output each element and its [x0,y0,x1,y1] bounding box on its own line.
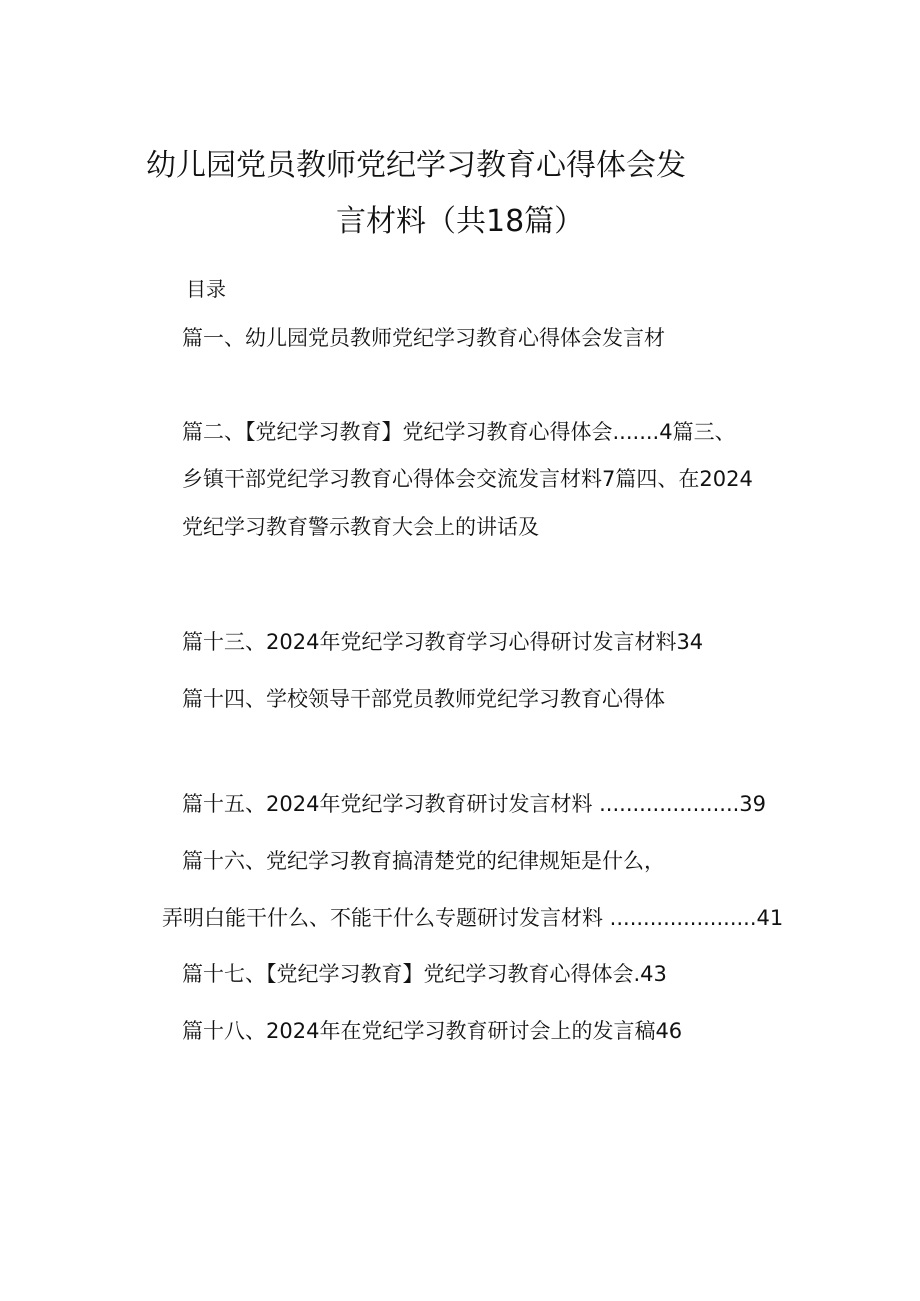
toc-line-3: 乡镇干部党纪学习教育心得体会交流发言材料7篇四、在2024 [182,467,753,491]
document-title-line-1: 幼儿园党员教师党纪学习教育心得体会发 [146,148,686,183]
toc-line-1: 篇一、幼儿园党员教师党纪学习教育心得体会发言材 [182,326,665,350]
toc-line-6: 篇十四、学校领导干部党员教师党纪学习教育心得体 [182,687,665,711]
toc-heading: 目录 [186,277,226,301]
toc-line-11: 篇十八、2024年在党纪学习教育研讨会上的发言稿46 [182,1019,683,1043]
toc-line-2: 篇二、【党纪学习教育】党纪学习教育心得体会.......4篇三、 [182,420,736,444]
toc-line-5: 篇十三、2024年党纪学习教育学习心得研讨发言材料34 [182,630,704,654]
toc-line-4: 党纪学习教育警示教育大会上的讲话及 [182,515,539,539]
toc-line-9: 弄明白能干什么、不能干什么专题研讨发言材料 ......................41 [162,906,784,930]
toc-line-10: 篇十七、【党纪学习教育】党纪学习教育心得体会.43 [182,962,667,986]
toc-line-7: 篇十五、2024年党纪学习教育研讨发言材料 .....................39 [182,792,767,816]
toc-line-8: 篇十六、党纪学习教育搞清楚党的纪律规矩是什么， [182,849,665,873]
document-title-line-2: 言材料（共18篇） [336,204,585,239]
